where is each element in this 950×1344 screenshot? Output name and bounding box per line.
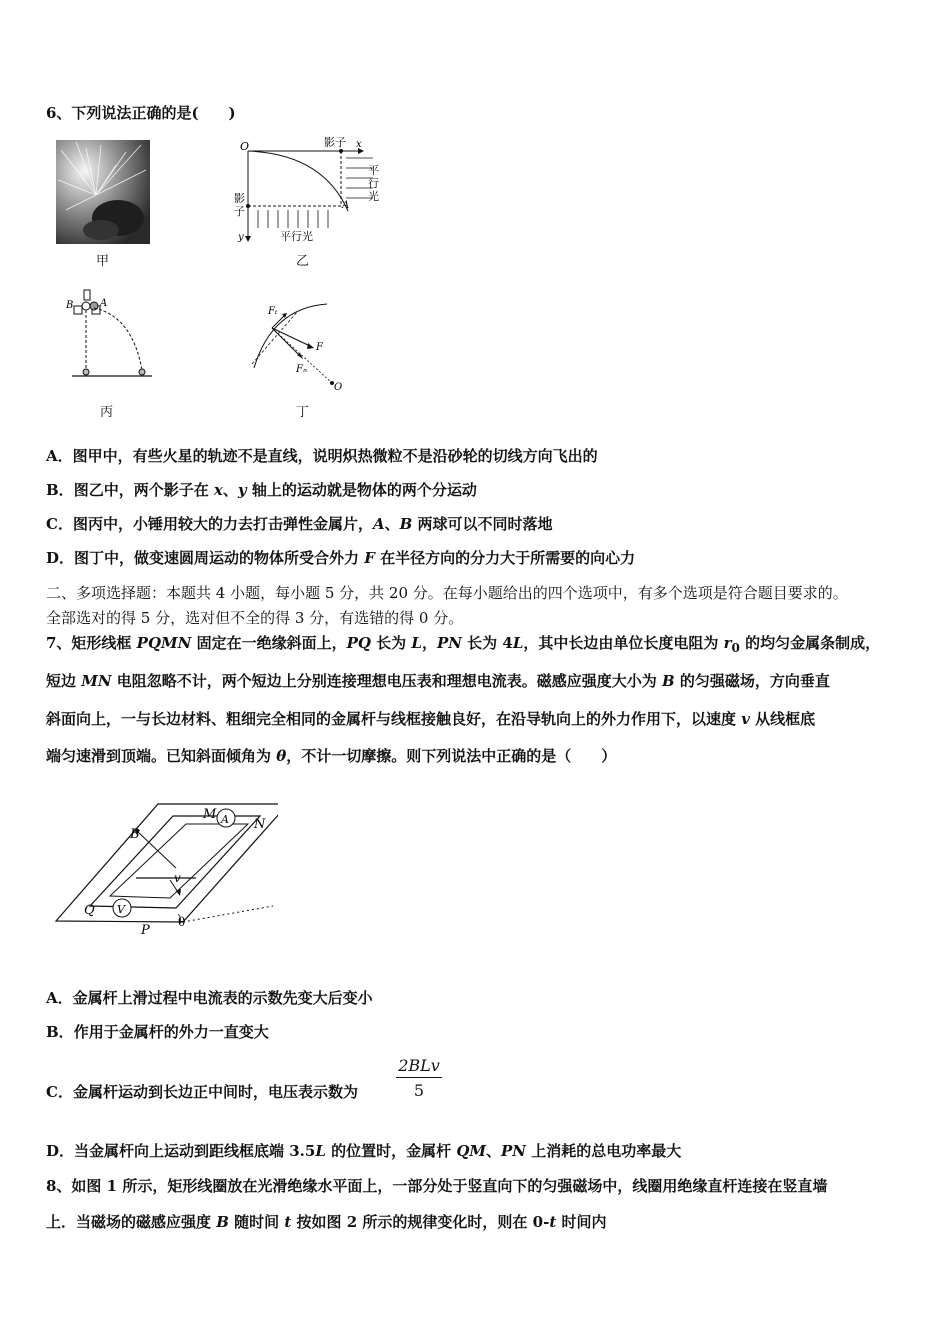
q7-option-d-letter: D． [46, 1142, 75, 1160]
q7-line3 [46, 708, 815, 729]
q6-option-d-var-f: F [364, 549, 375, 567]
yi-label-a: A [342, 200, 350, 211]
section2-line2: 全部选对的得 5 分，选对但不全的得 3 分，有选错的得 0 分。 [46, 609, 464, 627]
q7-fig-label-voltmeter: V [117, 903, 125, 916]
q7-line1 [46, 632, 880, 655]
q7-option-a [46, 987, 373, 1008]
q6-option-b [46, 479, 477, 500]
q7-option-d-var-l: L [315, 1142, 326, 1160]
q6-option-c-var-b: B [399, 515, 413, 533]
yi-label-o: O [240, 140, 250, 153]
circular-motion-force-diagram [242, 298, 352, 392]
q7-l1-d: ， [421, 634, 437, 652]
q8-l2-a: 上．当磁场的磁感应强度 [46, 1213, 217, 1231]
q7-option-c-fraction [396, 1056, 442, 1100]
q7-l3-a: 斜面向上，一与长边材料、粗细完全相同的金属杆与线框接触良好，在沿导轨向上的外力作用下，以速度 [46, 710, 742, 728]
q7-option-d-text-4: 上消耗的总电功率最大 [526, 1142, 682, 1160]
q7-l1-a: 7、矩形线框 [46, 634, 137, 652]
yi-label-shadow-left-1: 影 [234, 192, 245, 205]
q7-var-b: B [662, 672, 675, 690]
q6-option-c-text-2: 、 [384, 515, 400, 533]
q7-option-d-var-pn: PN [501, 1142, 527, 1160]
q6-option-b-var-x: x [213, 481, 223, 499]
inclined-frame-diagram [48, 796, 278, 946]
ding-label-f: F [316, 342, 323, 353]
q7-var-theta: θ [276, 747, 287, 765]
q7-fig-label-theta: θ [178, 915, 186, 929]
q7-option-d [46, 1140, 681, 1161]
fraction-numerator: 2BLv [396, 1056, 442, 1078]
q7-option-b-text: 作用于金属杆的外力一直变大 [73, 1023, 269, 1041]
q7-option-c-letter: C． [46, 1083, 73, 1101]
ding-label-fn: Fₙ [296, 364, 307, 375]
yi-label-ping: 平 [368, 164, 379, 177]
q7-l1-e: 长为 4 [461, 634, 513, 652]
yi-label-shadow-top: 影子 [324, 136, 346, 149]
q6-option-d-text-1: 图丁中，做变速圆周运动的物体所受合外力 [74, 549, 365, 567]
q8-l2-b: 随时间 [228, 1213, 285, 1231]
q7-l2-a: 短边 [46, 672, 82, 690]
projectile-shadow-diagram [228, 136, 388, 248]
ding-label-o: O [334, 382, 343, 392]
yi-label-y: y [238, 232, 244, 243]
q7-var-l: L [411, 634, 422, 652]
q7-fig-label-m: M [203, 807, 217, 822]
q6-option-a-letter: A． [46, 447, 73, 465]
q7-fig-label-q: Q [84, 903, 95, 918]
q6-option-c-text-1: 图丙中，小锤用较大的力去打击弹性金属片， [72, 515, 373, 533]
q7-l1-b: 固定在一绝缘斜面上， [191, 634, 347, 652]
figure-jia-caption: 甲 [96, 254, 110, 269]
q6-option-c [46, 513, 553, 534]
q7-fig-label-b: B [130, 827, 140, 842]
q7-option-d-var-qm: QM [456, 1142, 487, 1160]
q7-l2-b: 电阻忽略不计，两个短边上分别连接理想电压表和理想电流表。磁感应强度大小为 [111, 672, 663, 690]
q7-fig-label-ammeter: A [221, 813, 229, 826]
figure-jia [56, 140, 150, 244]
q7-fig-label-p: P [141, 923, 150, 938]
q7-option-c-text: 金属杆运动到长边正中间时，电压表示数为 [72, 1083, 358, 1101]
q6-option-c-letter: C． [46, 515, 73, 533]
yi-label-x: x [356, 139, 362, 150]
q7-l1-g: 的均匀金属条制成， [739, 634, 881, 652]
q7-option-c [46, 1081, 358, 1102]
bing-label-a: A [100, 298, 108, 309]
q7-l2-c: 的匀强磁场，方向垂直 [674, 672, 830, 690]
q7-l1-c: 长为 [370, 634, 412, 652]
q6-option-b-var-y: y [237, 481, 247, 499]
q7-l4-a: 端匀速滑到顶端。已知斜面倾角为 [46, 747, 277, 765]
q7-l4-b: ，不计一切摩擦。则下列说法中正确的是（ ） [286, 747, 617, 765]
q7-line4 [46, 745, 616, 766]
q6-option-a [46, 445, 598, 466]
q6-option-a-text: 图甲中，有些火星的轨迹不是直线，说明炽热微粒不是沿砂轮的切线方向飞出的 [72, 447, 598, 465]
q6-option-b-text-3: 轴上的运动就是物体的两个分运动 [246, 481, 477, 499]
yi-label-xing: 行 [368, 177, 379, 190]
q7-var-v: v [741, 710, 750, 728]
figure-yi-caption: 乙 [296, 254, 310, 269]
section2-line1: 二、多项选择题：本题共 4 小题，每小题 5 分，共 20 分。在每小题给出的四个选项中，有多个选项是符合题目要求的。 [46, 584, 848, 602]
fraction-denominator: 5 [413, 1081, 425, 1100]
q7-var-r0: r [723, 634, 732, 652]
q7-var-r0-sub: 0 [731, 641, 740, 655]
hammer-balls-diagram [62, 286, 162, 382]
q7-fig-label-n: N [254, 817, 266, 832]
q6-option-d [46, 547, 635, 568]
q7-option-b-letter: B． [46, 1023, 74, 1041]
q8-var-t: t [284, 1213, 292, 1231]
q6-option-b-text-1: 图乙中，两个影子在 [73, 481, 214, 499]
q6-option-d-text-2: 在半径方向的分力大于所需要的向心力 [374, 549, 636, 567]
q8-l2-d: 时间内 [556, 1213, 607, 1231]
q7-option-d-text-3: 、 [486, 1142, 502, 1160]
q6-option-d-letter: D． [46, 549, 75, 567]
q7-option-d-text-1: 当金属杆向上运动到距线框底端 3.5 [74, 1142, 316, 1160]
q8-l2-c: 按如图 2 所示的规律变化时，则在 0- [291, 1213, 550, 1231]
figure-ding-caption: 丁 [296, 405, 310, 420]
q7-var-pq: PQ [346, 634, 371, 652]
q8-line2 [46, 1211, 606, 1232]
figure-ding [242, 298, 352, 392]
q7-figure [48, 796, 278, 946]
yi-label-guang: 光 [368, 190, 379, 203]
q6-stem: 6、下列说法正确的是( ) [46, 104, 236, 122]
q8-var-t2: t [549, 1213, 557, 1231]
q7-fig-label-v: v [174, 871, 181, 885]
q7-var-pn: PN [436, 634, 462, 652]
q8-line1: 8、如图 1 所示，矩形线圈放在光滑绝缘水平面上，一部分处于竖直向下的匀强磁场中，线圈用绝缘直杆连接在竖直墙 [46, 1177, 828, 1195]
q7-l3-b: 从线框底 [749, 710, 816, 728]
q6-option-b-text-2: 、 [222, 481, 238, 499]
figure-yi [228, 136, 388, 248]
q6-option-c-var-a: A [372, 515, 385, 533]
bing-label-b: B [66, 300, 74, 311]
q7-var-mn: MN [81, 672, 112, 690]
q7-option-d-text-2: 的位置时，金属杆 [325, 1142, 457, 1160]
q6-option-c-text-3: 两球可以不同时落地 [412, 515, 553, 533]
figure-bing-caption: 丙 [100, 405, 114, 420]
ding-label-ft: Fₜ [268, 306, 278, 317]
yi-label-shadow-left-2: 子 [234, 205, 245, 218]
q8-var-b: B [216, 1213, 229, 1231]
figure-bing [62, 286, 162, 382]
q7-var-pqmn: PQMN [136, 634, 192, 652]
q7-line2 [46, 670, 830, 691]
q7-var-l2: L [512, 634, 524, 652]
q7-l1-f: ，其中长边由单位长度电阻为 [523, 634, 724, 652]
q7-option-b [46, 1021, 269, 1042]
q7-option-a-text: 金属杆上滑过程中电流表的示数先变大后变小 [72, 989, 373, 1007]
q6-option-b-letter: B． [46, 481, 74, 499]
sparks-photo [56, 140, 150, 244]
yi-label-parallel-light: 平行光 [280, 230, 313, 243]
q7-option-a-letter: A． [46, 989, 73, 1007]
